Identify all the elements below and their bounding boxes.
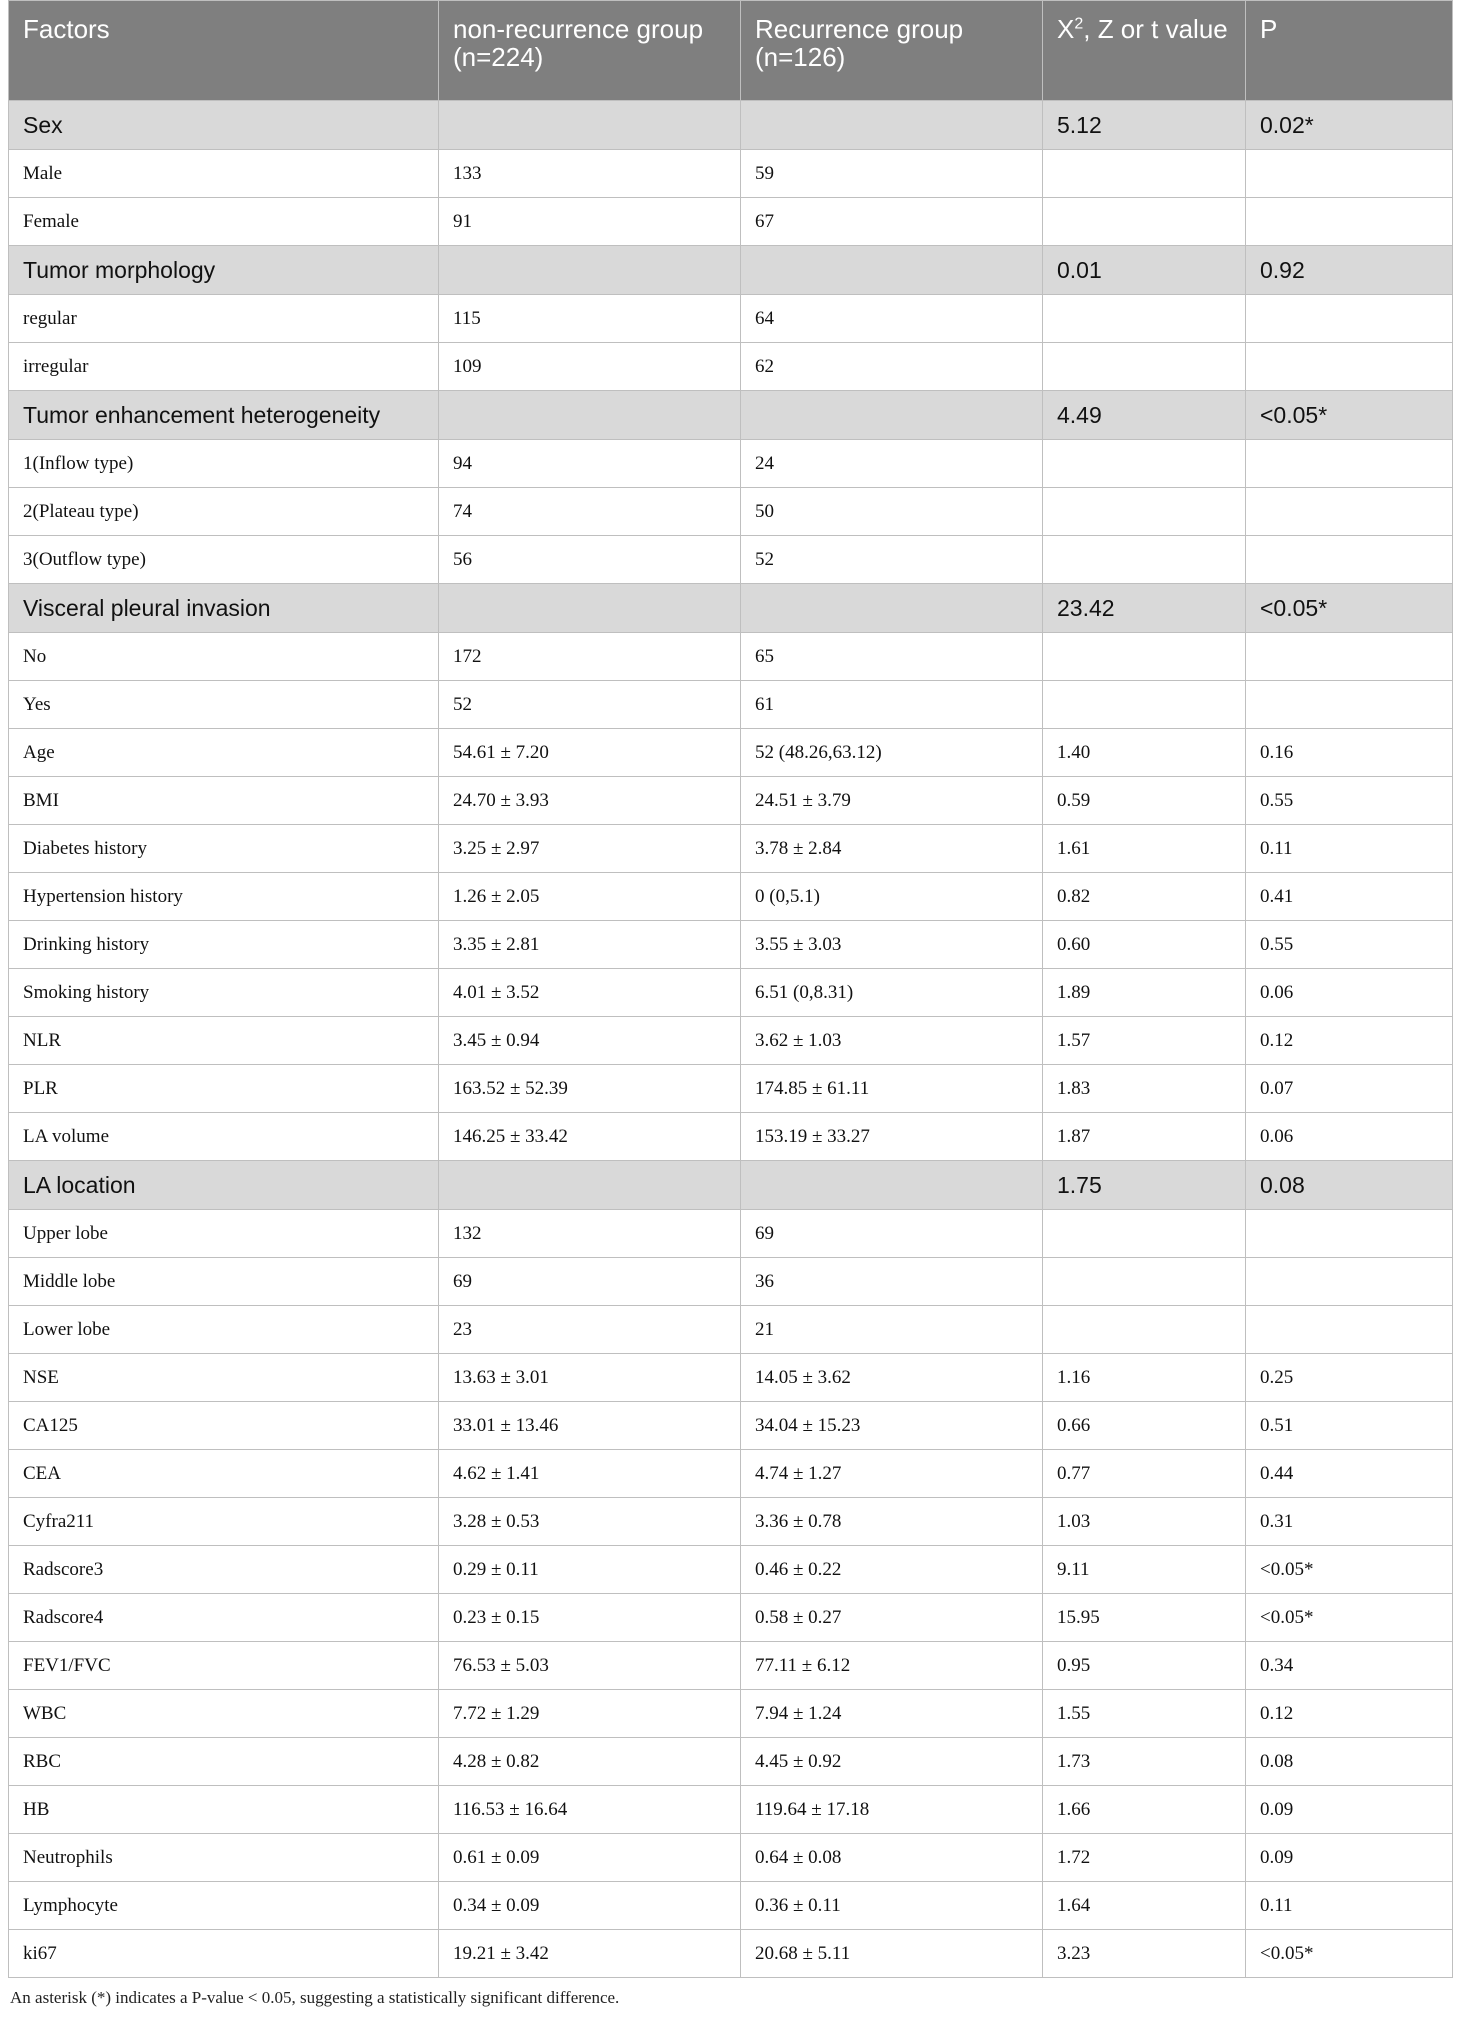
cell-factor: Radscore3: [9, 1546, 439, 1594]
cell-p-value: [1246, 198, 1453, 246]
cell-non-recurrence: 23: [439, 1306, 741, 1354]
cell-statistic: [1043, 440, 1246, 488]
cell-recurrence: 3.78 ± 2.84: [741, 825, 1043, 873]
cell-non-recurrence: [439, 391, 741, 440]
cell-statistic: 0.82: [1043, 873, 1246, 921]
cell-recurrence: 4.45 ± 0.92: [741, 1738, 1043, 1786]
cell-non-recurrence: 56: [439, 536, 741, 584]
cell-statistic: 1.16: [1043, 1354, 1246, 1402]
cell-statistic: 1.83: [1043, 1065, 1246, 1113]
cell-factor: Tumor morphology: [9, 246, 439, 295]
cell-p-value: [1246, 1258, 1453, 1306]
cell-non-recurrence: 146.25 ± 33.42: [439, 1113, 741, 1161]
cell-p-value: 0.07: [1246, 1065, 1453, 1113]
cell-recurrence: 174.85 ± 61.11: [741, 1065, 1043, 1113]
cell-statistic: 1.73: [1043, 1738, 1246, 1786]
cell-factor: RBC: [9, 1738, 439, 1786]
header-factors: Factors: [9, 1, 439, 101]
table-row: [9, 1402, 1453, 1450]
cell-p-value: <0.05*: [1246, 1930, 1453, 1978]
table-row: [9, 343, 1453, 391]
cell-factor: 3(Outflow type): [9, 536, 439, 584]
cell-recurrence: [741, 246, 1043, 295]
cell-factor: CA125: [9, 1402, 439, 1450]
cell-statistic: [1043, 1258, 1246, 1306]
table-row: [9, 1258, 1453, 1306]
cell-p-value: 0.41: [1246, 873, 1453, 921]
cell-non-recurrence: 132: [439, 1210, 741, 1258]
table-row: [9, 729, 1453, 777]
table-row: [9, 1354, 1453, 1402]
table-header: [9, 1, 1453, 101]
table-row: [9, 295, 1453, 343]
cell-statistic: 1.03: [1043, 1498, 1246, 1546]
cell-statistic: 0.01: [1043, 246, 1246, 295]
cell-recurrence: 59: [741, 150, 1043, 198]
cell-p-value: [1246, 343, 1453, 391]
header-non-recurrence: non-recurrence group (n=224): [439, 1, 741, 101]
cell-non-recurrence: 54.61 ± 7.20: [439, 729, 741, 777]
cell-p-value: [1246, 536, 1453, 584]
cell-statistic: [1043, 681, 1246, 729]
table-row: [9, 777, 1453, 825]
table-row: [9, 1738, 1453, 1786]
cell-recurrence: 36: [741, 1258, 1043, 1306]
cell-factor: Hypertension history: [9, 873, 439, 921]
cell-p-value: 0.55: [1246, 777, 1453, 825]
cell-recurrence: [741, 101, 1043, 150]
cell-statistic: 0.60: [1043, 921, 1246, 969]
cell-recurrence: 20.68 ± 5.11: [741, 1930, 1043, 1978]
cell-factor: No: [9, 633, 439, 681]
table-row: [9, 1306, 1453, 1354]
cell-statistic: [1043, 536, 1246, 584]
cell-factor: NSE: [9, 1354, 439, 1402]
cell-recurrence: 3.36 ± 0.78: [741, 1498, 1043, 1546]
cell-factor: CEA: [9, 1450, 439, 1498]
cell-factor: Male: [9, 150, 439, 198]
cell-factor: regular: [9, 295, 439, 343]
cell-p-value: [1246, 488, 1453, 536]
cell-non-recurrence: 52: [439, 681, 741, 729]
cell-non-recurrence: 3.45 ± 0.94: [439, 1017, 741, 1065]
cell-factor: Smoking history: [9, 969, 439, 1017]
table-row: [9, 969, 1453, 1017]
header-statistic-rest: , Z or t value: [1083, 14, 1228, 44]
cell-recurrence: [741, 584, 1043, 633]
cell-factor: 1(Inflow type): [9, 440, 439, 488]
header-p: P: [1246, 1, 1453, 101]
cell-non-recurrence: 115: [439, 295, 741, 343]
cell-statistic: [1043, 1210, 1246, 1258]
cell-non-recurrence: 133: [439, 150, 741, 198]
cell-statistic: 3.23: [1043, 1930, 1246, 1978]
cell-factor: Cyfra211: [9, 1498, 439, 1546]
cell-factor: 2(Plateau type): [9, 488, 439, 536]
cell-p-value: 0.16: [1246, 729, 1453, 777]
cell-non-recurrence: 76.53 ± 5.03: [439, 1642, 741, 1690]
cell-recurrence: 65: [741, 633, 1043, 681]
cell-non-recurrence: 74: [439, 488, 741, 536]
cell-factor: Middle lobe: [9, 1258, 439, 1306]
table-row: [9, 873, 1453, 921]
cell-statistic: 1.64: [1043, 1882, 1246, 1930]
cell-factor: Drinking history: [9, 921, 439, 969]
cell-statistic: 0.59: [1043, 777, 1246, 825]
cell-non-recurrence: [439, 584, 741, 633]
cell-p-value: 0.02*: [1246, 101, 1453, 150]
table-row: [9, 1450, 1453, 1498]
cell-recurrence: 4.74 ± 1.27: [741, 1450, 1043, 1498]
cell-statistic: 1.75: [1043, 1161, 1246, 1210]
group-row: [9, 101, 1453, 150]
cell-statistic: 5.12: [1043, 101, 1246, 150]
cell-non-recurrence: [439, 1161, 741, 1210]
cell-non-recurrence: 3.25 ± 2.97: [439, 825, 741, 873]
table-row: [9, 1017, 1453, 1065]
table-row: [9, 1642, 1453, 1690]
table-row: [9, 1834, 1453, 1882]
header-statistic-x: X: [1057, 14, 1075, 44]
cell-recurrence: [741, 1161, 1043, 1210]
cell-p-value: <0.05*: [1246, 391, 1453, 440]
group-row: [9, 246, 1453, 295]
cell-recurrence: 67: [741, 198, 1043, 246]
cell-non-recurrence: 163.52 ± 52.39: [439, 1065, 741, 1113]
footnote: An asterisk (*) indicates a P-value < 0.05, suggesting a statistically significant difference.: [10, 1988, 620, 2007]
cell-recurrence: 50: [741, 488, 1043, 536]
table-row: [9, 1882, 1453, 1930]
cell-recurrence: 61: [741, 681, 1043, 729]
table-body: [9, 101, 1453, 1978]
cell-statistic: [1043, 198, 1246, 246]
group-row: [9, 1161, 1453, 1210]
table-container: [8, 0, 1452, 1978]
cell-recurrence: 77.11 ± 6.12: [741, 1642, 1043, 1690]
cell-factor: Neutrophils: [9, 1834, 439, 1882]
table-row: [9, 1065, 1453, 1113]
cell-factor: Diabetes history: [9, 825, 439, 873]
cell-non-recurrence: 7.72 ± 1.29: [439, 1690, 741, 1738]
cell-recurrence: 52: [741, 536, 1043, 584]
table-row: [9, 1498, 1453, 1546]
cell-recurrence: 62: [741, 343, 1043, 391]
cell-factor: Lower lobe: [9, 1306, 439, 1354]
table-row: [9, 488, 1453, 536]
cell-recurrence: 21: [741, 1306, 1043, 1354]
cell-statistic: 1.87: [1043, 1113, 1246, 1161]
cell-factor: LA location: [9, 1161, 439, 1210]
cell-p-value: <0.05*: [1246, 1546, 1453, 1594]
cell-p-value: <0.05*: [1246, 1594, 1453, 1642]
cell-recurrence: 34.04 ± 15.23: [741, 1402, 1043, 1450]
cell-p-value: [1246, 150, 1453, 198]
cell-p-value: [1246, 1210, 1453, 1258]
header-recurrence: Recurrence group (n=126): [741, 1, 1043, 101]
table-row: [9, 921, 1453, 969]
table-row: [9, 1546, 1453, 1594]
cell-p-value: 0.08: [1246, 1738, 1453, 1786]
cell-statistic: [1043, 295, 1246, 343]
cell-statistic: 1.89: [1043, 969, 1246, 1017]
cell-p-value: 0.31: [1246, 1498, 1453, 1546]
cell-statistic: 23.42: [1043, 584, 1246, 633]
cell-recurrence: 119.64 ± 17.18: [741, 1786, 1043, 1834]
cell-factor: ki67: [9, 1930, 439, 1978]
cell-statistic: 1.72: [1043, 1834, 1246, 1882]
cell-factor: NLR: [9, 1017, 439, 1065]
table-row: [9, 1594, 1453, 1642]
cell-non-recurrence: 109: [439, 343, 741, 391]
cell-p-value: 0.44: [1246, 1450, 1453, 1498]
cell-recurrence: 153.19 ± 33.27: [741, 1113, 1043, 1161]
cell-p-value: [1246, 1306, 1453, 1354]
cell-factor: Female: [9, 198, 439, 246]
cell-p-value: 0.12: [1246, 1017, 1453, 1065]
cell-p-value: 0.34: [1246, 1642, 1453, 1690]
cell-non-recurrence: 4.62 ± 1.41: [439, 1450, 741, 1498]
table-row: [9, 1113, 1453, 1161]
cell-p-value: <0.05*: [1246, 584, 1453, 633]
cell-factor: HB: [9, 1786, 439, 1834]
cell-p-value: 0.51: [1246, 1402, 1453, 1450]
cell-statistic: [1043, 633, 1246, 681]
cell-p-value: 0.25: [1246, 1354, 1453, 1402]
cell-recurrence: 3.62 ± 1.03: [741, 1017, 1043, 1065]
table-row: [9, 825, 1453, 873]
cell-statistic: [1043, 488, 1246, 536]
cell-p-value: 0.11: [1246, 1882, 1453, 1930]
cell-recurrence: 0.58 ± 0.27: [741, 1594, 1043, 1642]
cell-recurrence: 0 (0,5.1): [741, 873, 1043, 921]
cell-recurrence: 3.55 ± 3.03: [741, 921, 1043, 969]
cell-non-recurrence: 116.53 ± 16.64: [439, 1786, 741, 1834]
cell-factor: Sex: [9, 101, 439, 150]
cell-p-value: 0.09: [1246, 1786, 1453, 1834]
cell-non-recurrence: 1.26 ± 2.05: [439, 873, 741, 921]
cell-p-value: 0.08: [1246, 1161, 1453, 1210]
cell-statistic: 15.95: [1043, 1594, 1246, 1642]
cell-recurrence: 0.64 ± 0.08: [741, 1834, 1043, 1882]
cell-statistic: [1043, 150, 1246, 198]
cell-statistic: 1.66: [1043, 1786, 1246, 1834]
table-row: [9, 150, 1453, 198]
cell-statistic: [1043, 1306, 1246, 1354]
cell-non-recurrence: 91: [439, 198, 741, 246]
cell-statistic: [1043, 343, 1246, 391]
cell-non-recurrence: 33.01 ± 13.46: [439, 1402, 741, 1450]
cell-non-recurrence: 0.29 ± 0.11: [439, 1546, 741, 1594]
group-row: [9, 391, 1453, 440]
cell-non-recurrence: [439, 101, 741, 150]
cell-factor: FEV1/FVC: [9, 1642, 439, 1690]
cell-non-recurrence: 3.28 ± 0.53: [439, 1498, 741, 1546]
cell-recurrence: 6.51 (0,8.31): [741, 969, 1043, 1017]
header-row: [9, 1, 1453, 101]
cell-factor: PLR: [9, 1065, 439, 1113]
cell-recurrence: 14.05 ± 3.62: [741, 1354, 1043, 1402]
cell-factor: WBC: [9, 1690, 439, 1738]
cell-factor: BMI: [9, 777, 439, 825]
cell-statistic: 1.55: [1043, 1690, 1246, 1738]
cell-p-value: 0.12: [1246, 1690, 1453, 1738]
cell-non-recurrence: 4.28 ± 0.82: [439, 1738, 741, 1786]
cell-recurrence: 0.36 ± 0.11: [741, 1882, 1043, 1930]
cell-recurrence: 24: [741, 440, 1043, 488]
cell-statistic: 9.11: [1043, 1546, 1246, 1594]
table-row: [9, 198, 1453, 246]
cell-statistic: 0.66: [1043, 1402, 1246, 1450]
cell-factor: Radscore4: [9, 1594, 439, 1642]
cell-statistic: 0.77: [1043, 1450, 1246, 1498]
cell-non-recurrence: 13.63 ± 3.01: [439, 1354, 741, 1402]
cell-recurrence: 52 (48.26,63.12): [741, 729, 1043, 777]
cell-factor: Upper lobe: [9, 1210, 439, 1258]
cell-non-recurrence: 0.34 ± 0.09: [439, 1882, 741, 1930]
header-statistic-superscript: 2: [1074, 15, 1084, 33]
cell-p-value: 0.92: [1246, 246, 1453, 295]
cell-non-recurrence: 94: [439, 440, 741, 488]
cell-statistic: 1.61: [1043, 825, 1246, 873]
cell-statistic: 4.49: [1043, 391, 1246, 440]
cell-p-value: [1246, 295, 1453, 343]
cell-non-recurrence: 19.21 ± 3.42: [439, 1930, 741, 1978]
cell-p-value: [1246, 440, 1453, 488]
cell-factor: LA volume: [9, 1113, 439, 1161]
cell-non-recurrence: 69: [439, 1258, 741, 1306]
cell-factor: Lymphocyte: [9, 1882, 439, 1930]
cell-p-value: 0.06: [1246, 969, 1453, 1017]
cell-factor: Visceral pleural invasion: [9, 584, 439, 633]
cell-recurrence: 69: [741, 1210, 1043, 1258]
table-row: [9, 1786, 1453, 1834]
cell-non-recurrence: [439, 246, 741, 295]
cell-p-value: [1246, 681, 1453, 729]
cell-non-recurrence: 3.35 ± 2.81: [439, 921, 741, 969]
cell-non-recurrence: 24.70 ± 3.93: [439, 777, 741, 825]
cell-statistic: 0.95: [1043, 1642, 1246, 1690]
cell-factor: irregular: [9, 343, 439, 391]
group-row: [9, 584, 1453, 633]
table-row: [9, 1210, 1453, 1258]
data-table: [8, 0, 1453, 1978]
cell-non-recurrence: 4.01 ± 3.52: [439, 969, 741, 1017]
cell-p-value: 0.11: [1246, 825, 1453, 873]
cell-p-value: 0.55: [1246, 921, 1453, 969]
cell-recurrence: 7.94 ± 1.24: [741, 1690, 1043, 1738]
table-row: [9, 1930, 1453, 1978]
cell-non-recurrence: 172: [439, 633, 741, 681]
cell-statistic: 1.57: [1043, 1017, 1246, 1065]
cell-recurrence: [741, 391, 1043, 440]
cell-recurrence: 64: [741, 295, 1043, 343]
cell-non-recurrence: 0.61 ± 0.09: [439, 1834, 741, 1882]
cell-recurrence: 24.51 ± 3.79: [741, 777, 1043, 825]
header-statistic: [1043, 1, 1246, 101]
cell-recurrence: 0.46 ± 0.22: [741, 1546, 1043, 1594]
table-row: [9, 1690, 1453, 1738]
cell-p-value: 0.06: [1246, 1113, 1453, 1161]
cell-factor: Age: [9, 729, 439, 777]
cell-non-recurrence: 0.23 ± 0.15: [439, 1594, 741, 1642]
cell-statistic: 1.40: [1043, 729, 1246, 777]
table-row: [9, 681, 1453, 729]
cell-factor: Yes: [9, 681, 439, 729]
table-row: [9, 440, 1453, 488]
cell-factor: Tumor enhancement heterogeneity: [9, 391, 439, 440]
cell-p-value: [1246, 633, 1453, 681]
table-row: [9, 633, 1453, 681]
table-row: [9, 536, 1453, 584]
cell-p-value: 0.09: [1246, 1834, 1453, 1882]
